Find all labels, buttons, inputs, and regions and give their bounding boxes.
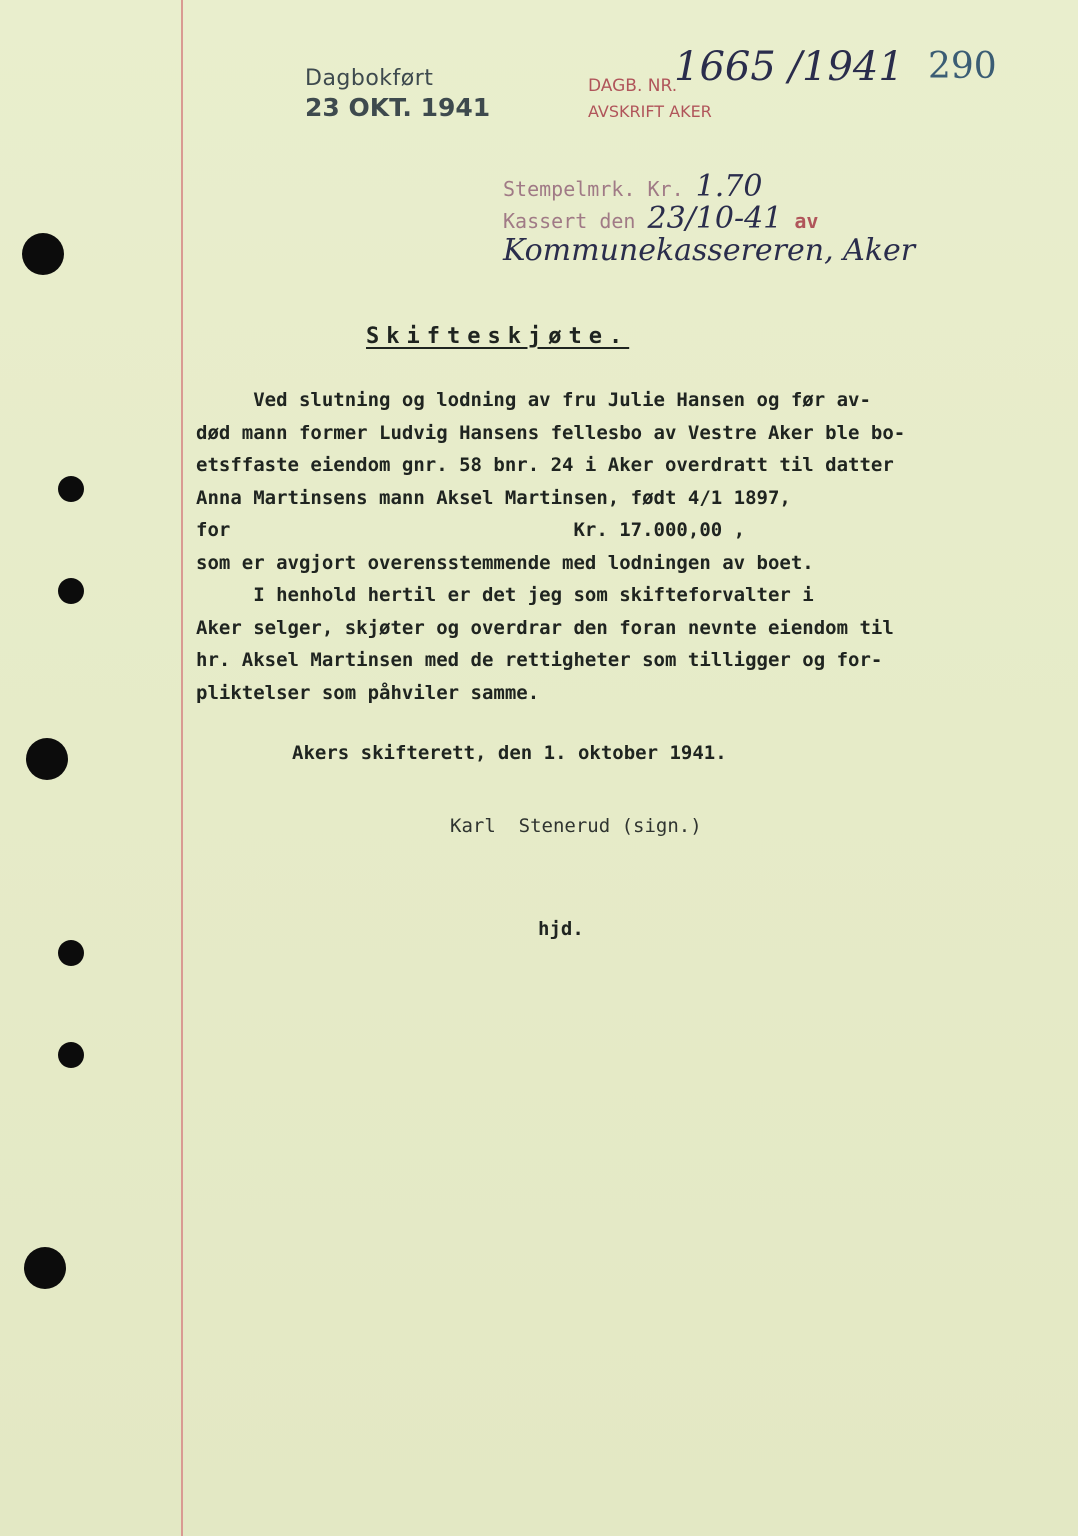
dagbok-number: 1665 /1941 (674, 44, 904, 90)
stempel-print-2: Kassert den (503, 209, 636, 233)
stempel-hand-1: 1.70 (695, 169, 763, 204)
registered-stamp-label: Dagbokført (305, 66, 434, 91)
body-line: etsffaste eiendom gnr. 58 bnr. 24 i Aker overdratt til datter (196, 454, 894, 476)
punch-hole (22, 233, 64, 275)
document-title: Skifteskjøte. (366, 324, 630, 349)
punch-hole (26, 738, 68, 780)
stempel-av: av (794, 209, 819, 233)
body-line: for Kr. 17.000,00 , (196, 519, 746, 541)
punch-hole (58, 940, 84, 966)
body-line: død mann former Ludvig Hansens fellesbo av Vestre Aker ble bo- (196, 421, 906, 444)
stempel-print-1: Stempelmrk. Kr. (503, 177, 684, 201)
initials: hjd. (538, 918, 584, 940)
body-line: Aker selger, skjøter og overdrar den foran nevnte eiendom til (196, 616, 894, 639)
dagbok-stamp (588, 44, 904, 121)
body-line: hr. Aksel Martinsen med de rettigheter som tilligger og for- (196, 649, 883, 671)
document-body (196, 384, 996, 709)
body-line: som er avgjort overensstemmende med lodningen av boet. (196, 551, 814, 574)
body-line: pliktelser som påhviler samme. (196, 681, 540, 704)
stempel-hand-2: 23/10-41 (647, 201, 783, 236)
stempel-hand-3: Kommunekassereren, Aker (503, 233, 916, 268)
punch-hole (58, 578, 84, 604)
punch-hole (58, 1042, 84, 1068)
dagbok-sub: AVSKRIFT AKER (588, 102, 712, 121)
closing-line: Akers skifterett, den 1. oktober 1941. (292, 742, 727, 764)
punch-hole (24, 1247, 66, 1289)
punch-hole (58, 476, 84, 502)
body-line: Anna Martinsens mann Aksel Martinsen, født 4/1 1897, (196, 486, 791, 509)
registered-stamp (305, 66, 490, 122)
margin-line (181, 0, 183, 1536)
signature: Karl Stenerud (sign.) (450, 815, 702, 837)
body-line: I henhold hertil er det jeg som skifteforvalter i (196, 584, 814, 606)
page-number: 290 (928, 46, 997, 87)
body-line: Ved slutning og lodning av fru Julie Hansen og før av- (196, 389, 871, 411)
registered-stamp-date: 23 OKT. 1941 (305, 93, 491, 122)
stempelmerke-stamp (503, 169, 1078, 268)
dagbok-label: DAGB. NR. (588, 76, 678, 96)
